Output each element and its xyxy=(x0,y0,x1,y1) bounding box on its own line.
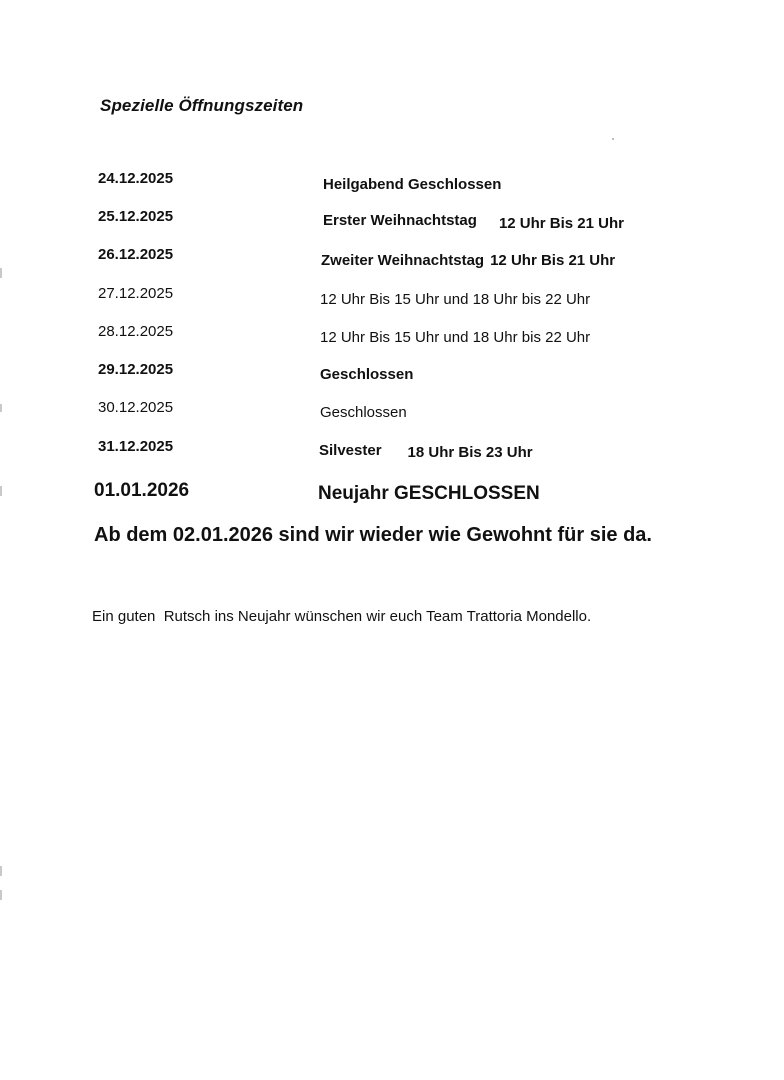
schedule-row xyxy=(0,246,784,270)
schedule-hours: 12 Uhr Bis 21 Uhr xyxy=(498,215,624,232)
highlight-date: 01.01.2026 xyxy=(94,480,190,501)
schedule-description xyxy=(320,366,413,383)
schedule-description xyxy=(319,442,533,459)
schedule-label: 12 Uhr Bis 15 Uhr und 18 Uhr bis 22 Uhr xyxy=(320,291,591,308)
schedule-row xyxy=(0,361,784,385)
scan-artifact xyxy=(0,486,2,496)
schedule-row xyxy=(0,438,784,462)
schedule-date: 24.12.2025 xyxy=(98,170,174,187)
schedule-label: Zweiter Weihnachtstag xyxy=(321,252,485,269)
schedule-label: Geschlossen xyxy=(320,366,414,383)
schedule-date: 31.12.2025 xyxy=(98,438,174,455)
schedule-description xyxy=(321,252,615,269)
schedule-description xyxy=(320,291,590,308)
scan-artifact xyxy=(0,890,2,900)
highlight-label: Neujahr GESCHLOSSEN xyxy=(318,483,540,504)
schedule-description xyxy=(320,329,590,346)
schedule-date: 30.12.2025 xyxy=(98,399,174,416)
schedule-label: 12 Uhr Bis 15 Uhr und 18 Uhr bis 22 Uhr xyxy=(320,329,591,346)
schedule-description xyxy=(323,212,624,232)
schedule-row xyxy=(0,323,784,347)
schedule-description xyxy=(320,404,407,421)
schedule-description xyxy=(323,176,501,193)
schedule-row xyxy=(0,399,784,423)
page-title: Spezielle Öffnungszeiten xyxy=(100,96,304,115)
schedule-row xyxy=(0,208,784,232)
schedule-label: Heilgabend Geschlossen xyxy=(323,176,502,193)
reopening-notice: Ab dem 02.01.2026 sind wir wieder wie Gewohnt für sie da. xyxy=(94,524,652,546)
schedule-row xyxy=(0,285,784,309)
schedule-date: 25.12.2025 xyxy=(98,208,174,225)
schedule-date: 27.12.2025 xyxy=(98,285,174,302)
schedule-label: Erster Weihnachtstag xyxy=(323,212,477,229)
schedule-hours: 12 Uhr Bis 21 Uhr xyxy=(490,252,616,269)
schedule-date: 28.12.2025 xyxy=(98,323,174,340)
schedule-label: Geschlossen xyxy=(320,404,407,421)
schedule-date: 26.12.2025 xyxy=(98,246,174,263)
schedule-hours: 18 Uhr Bis 23 Uhr xyxy=(407,444,533,461)
scan-speck xyxy=(612,138,614,140)
schedule-label: Silvester xyxy=(319,442,382,459)
schedule-date: 29.12.2025 xyxy=(98,361,174,378)
scan-artifact xyxy=(0,866,2,876)
schedule-row xyxy=(0,170,784,194)
closing-greeting: Ein guten Rutsch ins Neujahr wünschen wir euch Team Trattoria Mondello. xyxy=(92,608,592,625)
